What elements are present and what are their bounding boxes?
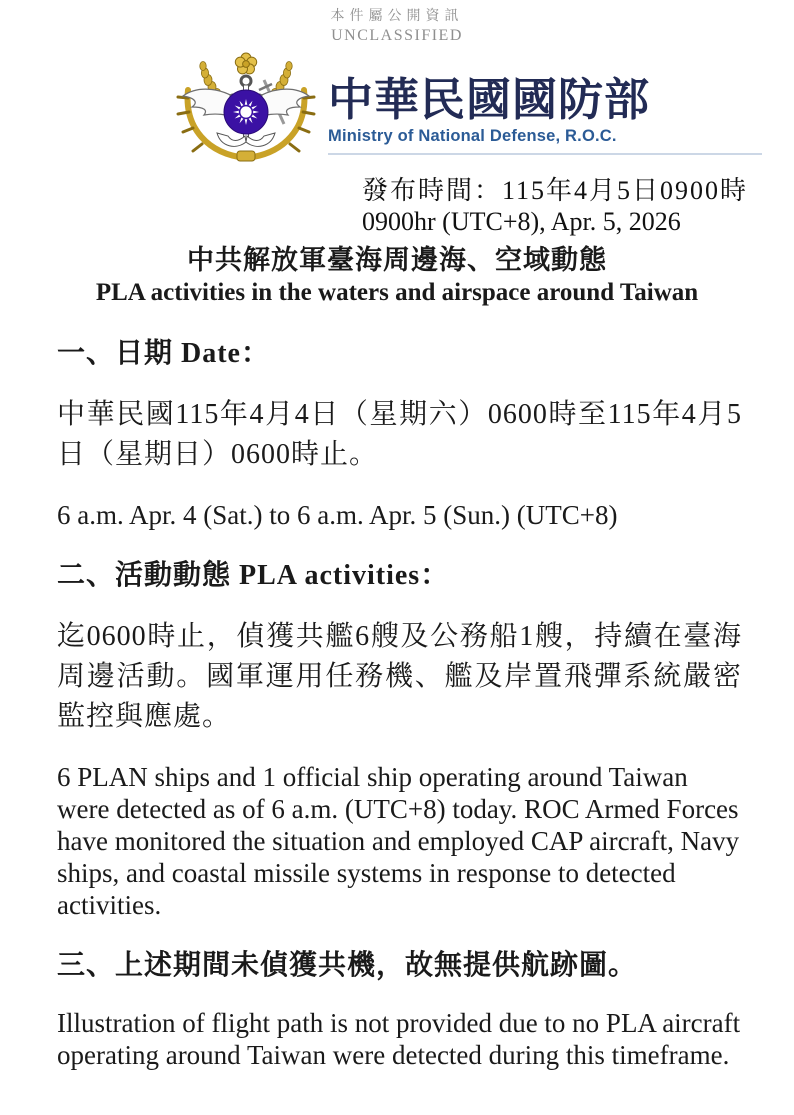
classification-en: UNCLASSIFIED xyxy=(331,27,463,44)
paragraph-en: 6 PLAN ships and 1 official ship operating around Taiwan were detected as of 6 a.m. (UTC+8) today. ROC Armed Forces have monitored the situation and employed CAP aircraft, Navy ships, and coastal missile systems in response to detected activities. xyxy=(57,762,740,920)
section-pla-activities xyxy=(57,558,742,921)
section-heading: 一、日期 Date： xyxy=(57,338,270,369)
document-title xyxy=(0,243,794,309)
paragraph-en: 6 a.m. Apr. 4 (Sat.) to 6 a.m. Apr. 5 (Sun.) (UTC+8) xyxy=(57,500,618,530)
mnd-emblem-icon xyxy=(166,52,326,165)
release-time-en: 0900hr (UTC+8), Apr. 5, 2026 xyxy=(362,207,681,236)
section-no-flight-path xyxy=(57,948,742,1071)
classification-header xyxy=(0,0,794,46)
org-name-en: Ministry of National Defense, R.O.C. xyxy=(328,127,617,145)
paragraph-zh: 迄0600時止，偵獲共艦6艘及公務船1艘，持續在臺海周邊活動。國軍運用任務機、艦及岸置飛彈系統嚴密監控與應處。 xyxy=(57,621,742,732)
release-time-zh: 發布時間：115年4月5日0900時 xyxy=(362,176,749,205)
paragraph-en: Illustration of flight path is not provided due to no PLA aircraft operating around Taiwan were detected during this timeframe. xyxy=(57,1008,741,1070)
document-title-zh: 中共解放軍臺海周邊海、空域動態 xyxy=(187,245,607,275)
letterhead xyxy=(166,52,794,168)
document-body xyxy=(0,336,794,1071)
org-title-block xyxy=(328,76,650,146)
paragraph-zh: 中華民國115年4月4日（星期六）0600時至115年4月5日（星期日）0600時止。 xyxy=(57,399,742,470)
org-name-zh: 中華民國國防部 xyxy=(328,75,651,125)
letterhead-rule xyxy=(328,153,762,155)
section-date xyxy=(57,336,742,531)
section-heading: 三、上述期間未偵獲共機，故無提供航跡圖。 xyxy=(57,950,638,981)
classification-zh: 本件屬公開資訊 xyxy=(330,9,464,24)
document-title-en: PLA activities in the waters and airspace around Taiwan xyxy=(95,279,699,306)
section-heading: 二、活動動態 PLA activities： xyxy=(57,560,450,591)
release-time xyxy=(362,175,794,237)
